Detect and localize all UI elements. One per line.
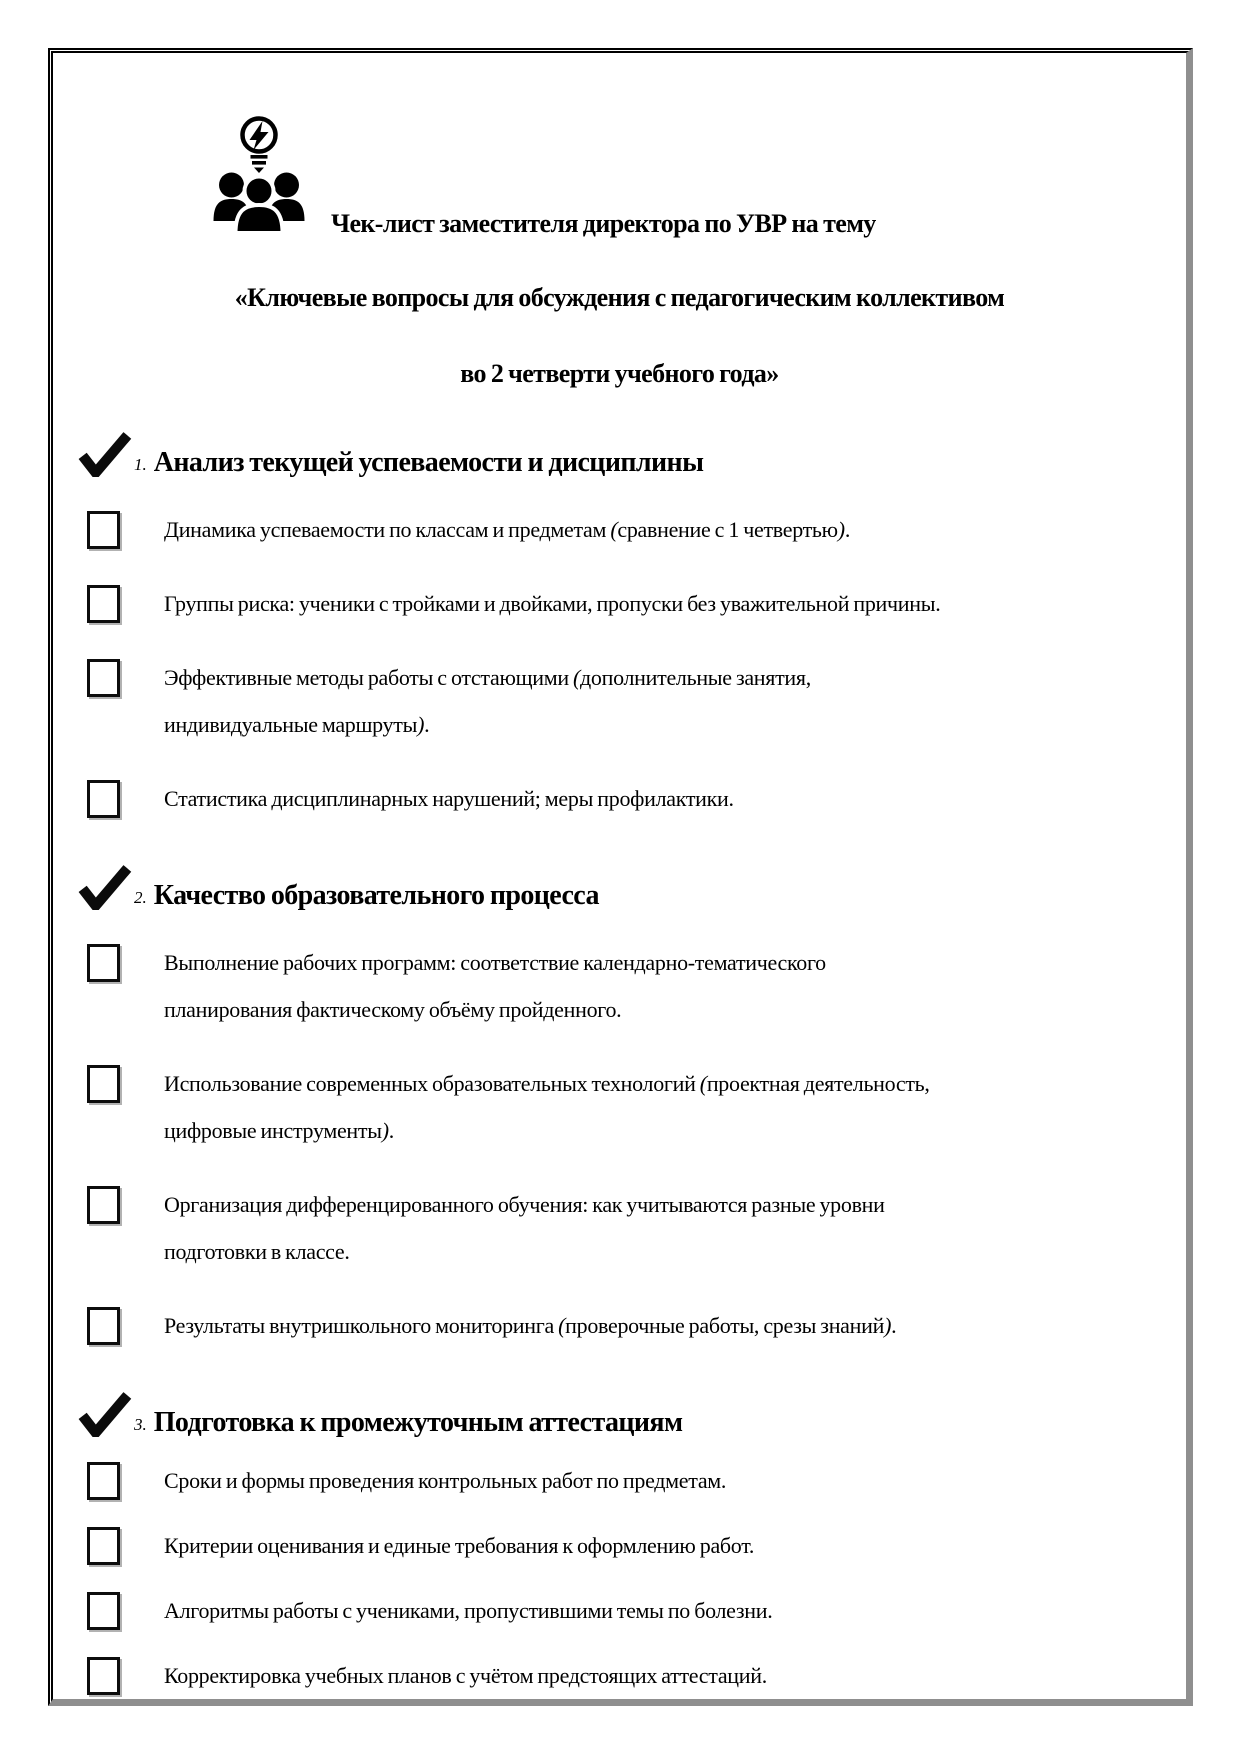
checklist-item-label: Выполнение рабочих программ: соответствие календарно-тематического планирования фактическому объёму пройденного. <box>164 950 826 1022</box>
checklist-item <box>87 654 1186 748</box>
checklist-item-label: Эффективные методы работы с отстающими (дополнительные занятия, индивидуальные маршруты). <box>164 665 811 737</box>
document-title-line1: Чек-лист заместителя директора по УВР на тему <box>331 209 876 238</box>
checkbox-unchecked[interactable] <box>87 1065 120 1103</box>
checkbox-unchecked[interactable] <box>87 780 120 818</box>
section-title: Качество образовательного процесса <box>153 880 599 911</box>
checkmark-icon[interactable] <box>78 1391 132 1437</box>
checkbox-unchecked[interactable] <box>87 1527 120 1565</box>
checkbox-unchecked[interactable] <box>87 511 120 549</box>
checkbox-unchecked[interactable] <box>87 1592 120 1630</box>
section-number: 3. <box>134 1415 147 1434</box>
checkmark-icon[interactable] <box>78 864 132 910</box>
document-title-line3: во 2 четверти учебного года» <box>460 359 779 388</box>
section-number: 2. <box>134 888 147 907</box>
checklist-item <box>87 506 1186 553</box>
checklist-item <box>87 1060 1186 1154</box>
checkbox-unchecked[interactable] <box>87 1657 120 1695</box>
checklist-item <box>87 1652 1186 1699</box>
checklist-item-label: Результаты внутришкольного мониторинга (проверочные работы, срезы знаний). <box>164 1313 897 1338</box>
section-header <box>78 1391 1186 1439</box>
checkbox-unchecked[interactable] <box>87 659 120 697</box>
section-items <box>78 506 1186 822</box>
section-header <box>78 431 1186 479</box>
checklist-item <box>87 1522 1186 1569</box>
checkbox-unchecked[interactable] <box>87 1307 120 1345</box>
checklist-item <box>87 1587 1186 1634</box>
checklist-item-label: Критерии оценивания и единые требования к оформлению работ. <box>164 1533 755 1558</box>
document-header <box>53 53 1186 243</box>
checklist-item <box>87 1457 1186 1504</box>
checklist-item-label: Организация дифференцированного обучения: как учитываются разные уровни подготовки в классе. <box>164 1192 885 1264</box>
section-title: Подготовка к промежуточным аттестациям <box>153 1407 683 1438</box>
section-number: 1. <box>134 455 147 474</box>
checklist-item-label: Динамика успеваемости по классам и предметам (сравнение с 1 четвертью). <box>164 517 851 542</box>
checklist-item <box>87 775 1186 822</box>
checklist-item-label: Использование современных образовательных технологий (проектная деятельность, цифровые инструменты). <box>164 1071 930 1143</box>
checkbox-unchecked[interactable] <box>87 585 120 623</box>
checkbox-unchecked[interactable] <box>87 944 120 982</box>
checklist-sections <box>53 431 1186 1699</box>
section-title: Анализ текущей успеваемости и дисциплины <box>153 447 704 478</box>
section-header <box>78 864 1186 912</box>
checklist-section <box>78 864 1186 1349</box>
checklist-item-label: Алгоритмы работы с учениками, пропустившими темы по болезни. <box>164 1598 773 1623</box>
checklist-section <box>78 1391 1186 1699</box>
page-border-frame <box>48 48 1193 1706</box>
checkbox-unchecked[interactable] <box>87 1186 120 1224</box>
checkmark-icon[interactable] <box>78 431 132 477</box>
checkbox-unchecked[interactable] <box>87 1462 120 1500</box>
checklist-item-label: Группы риска: ученики с тройками и двойками, пропуски без уважительной причины. <box>164 591 941 616</box>
checklist-section <box>78 431 1186 822</box>
checklist-item <box>87 580 1186 627</box>
checklist-item <box>87 1181 1186 1275</box>
checklist-item-label: Корректировка учебных планов с учётом предстоящих аттестаций. <box>164 1663 767 1688</box>
checklist-item-label: Сроки и формы проведения контрольных работ по предметам. <box>164 1468 727 1493</box>
section-items <box>78 939 1186 1349</box>
checklist-item-label: Статистика дисциплинарных нарушений; меры профилактики. <box>164 786 734 811</box>
team-lightbulb-icon <box>205 111 313 243</box>
section-items <box>78 1457 1186 1699</box>
document-title-line2: «Ключевые вопросы для обсуждения с педагогическим коллективом <box>234 283 1005 312</box>
checklist-item <box>87 1302 1186 1349</box>
checklist-item <box>87 939 1186 1033</box>
